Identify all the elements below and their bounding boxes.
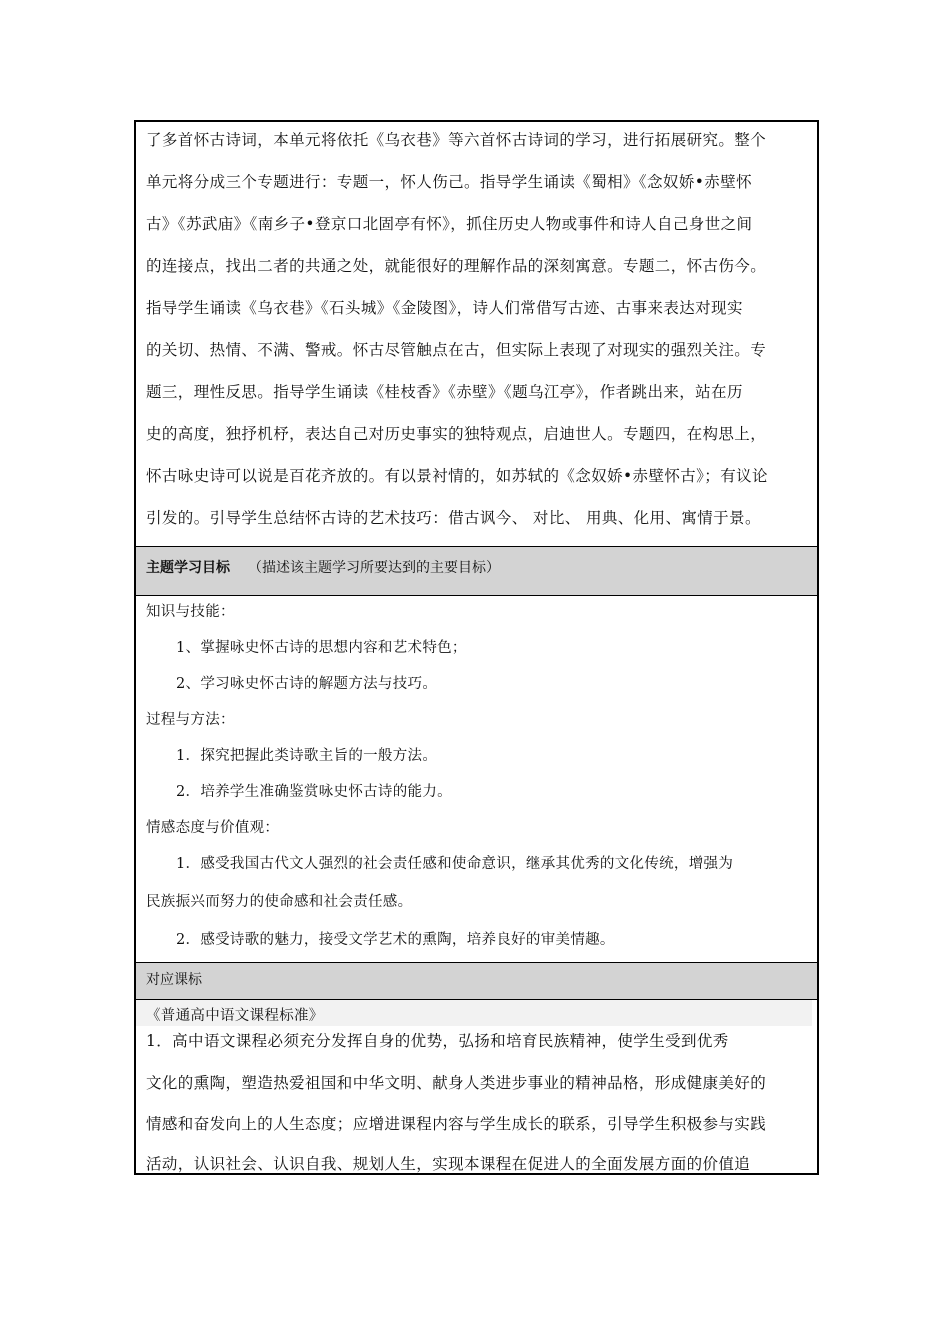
process-item: 1．探究把握此类诗歌主旨的一般方法。 (176, 748, 438, 764)
process-label: 过程与方法： (146, 712, 235, 728)
standard-line: 文化的熏陶，塑造热爱祖国和中华文明、献身人类进步事业的精神品格，形成健康美好的 (146, 1074, 767, 1092)
standard-header-row (136, 962, 817, 1000)
standard-source: 《普通高中语文课程标准》 (146, 1008, 324, 1024)
goals-header-note: （描述该主题学习所要达到的主要目标） (248, 560, 500, 576)
goals-header-title: 主题学习目标 (146, 560, 230, 576)
intro-line: 史的高度，独抒机杼，表达自己对历史事实的独特观点，启迪世人。专题四，在构思上， (146, 425, 767, 443)
standard-line: 情感和奋发向上的人生态度；应增进课程内容与学生成长的联系，引导学生积极参与实践 (146, 1115, 767, 1133)
intro-line: 的关切、热情、不满、警戒。怀古尽管触点在古，但实际上表现了对现实的强烈关注。专 (146, 341, 767, 359)
intro-line: 指导学生诵读《乌衣巷》《石头城》《金陵图》，诗人们常借写古迹、古事来表达对现实 (146, 299, 743, 317)
process-item: 2．培养学生准确鉴赏咏史怀古诗的能力。 (176, 784, 452, 800)
goals-header-row (136, 546, 817, 596)
emotion-label: 情感态度与价值观： (146, 820, 280, 836)
knowledge-item: 1、掌握咏史怀古诗的思想内容和艺术特色； (176, 640, 467, 656)
intro-line: 怀古咏史诗可以说是百花齐放的。有以景衬情的，如苏轼的《念奴娇•赤壁怀古》；有议论 (146, 467, 768, 485)
emotion-item-continued: 民族振兴而努力的使命感和社会责任感。 (146, 894, 413, 910)
intro-line: 古》《苏武庙》《南乡子•登京口北固亭有怀》，抓住历史人物或事件和诗人自己身世之间 (146, 215, 753, 233)
intro-line: 题三，理性反思。指导学生诵读《桂枝香》《赤壁》《题乌江亭》，作者跳出来，站在历 (146, 383, 743, 401)
intro-line: 的连接点，找出二者的共通之处，就能很好的理解作品的深刻寓意。专题二，怀古伤今。 (146, 257, 767, 275)
knowledge-item: 2、学习咏史怀古诗的解题方法与技巧。 (176, 676, 438, 692)
knowledge-label: 知识与技能： (146, 604, 235, 620)
unit-intro-cell (136, 122, 817, 546)
standard-line: 活动，认识社会、认识自我、规划人生，实现本课程在促进人的全面发展方面的价值追 (146, 1155, 751, 1173)
intro-line: 单元将分成三个专题进行：专题一，怀人伤己。指导学生诵读《蜀相》《念奴娇•赤壁怀 (146, 173, 752, 191)
standard-line: 1．高中语文课程必须充分发挥自身的优势，弘扬和培育民族精神，使学生受到优秀 (146, 1032, 729, 1050)
emotion-item: 2．感受诗歌的魅力，接受文学艺术的熏陶，培养良好的审美情趣。 (176, 932, 615, 948)
standard-header-title: 对应课标 (146, 972, 202, 988)
lesson-plan-table (134, 120, 819, 1175)
intro-line: 了多首怀古诗词，本单元将依托《乌衣巷》等六首怀古诗词的学习，进行拓展研究。整个 (146, 131, 767, 149)
intro-line: 引发的。引导学生总结怀古诗的艺术技巧：借古讽今、 对比、 用典、化用、寓情于景。 (146, 509, 761, 527)
emotion-item: 1．感受我国古代文人强烈的社会责任感和使命意识，继承其优秀的文化传统，增强为 (176, 856, 734, 872)
